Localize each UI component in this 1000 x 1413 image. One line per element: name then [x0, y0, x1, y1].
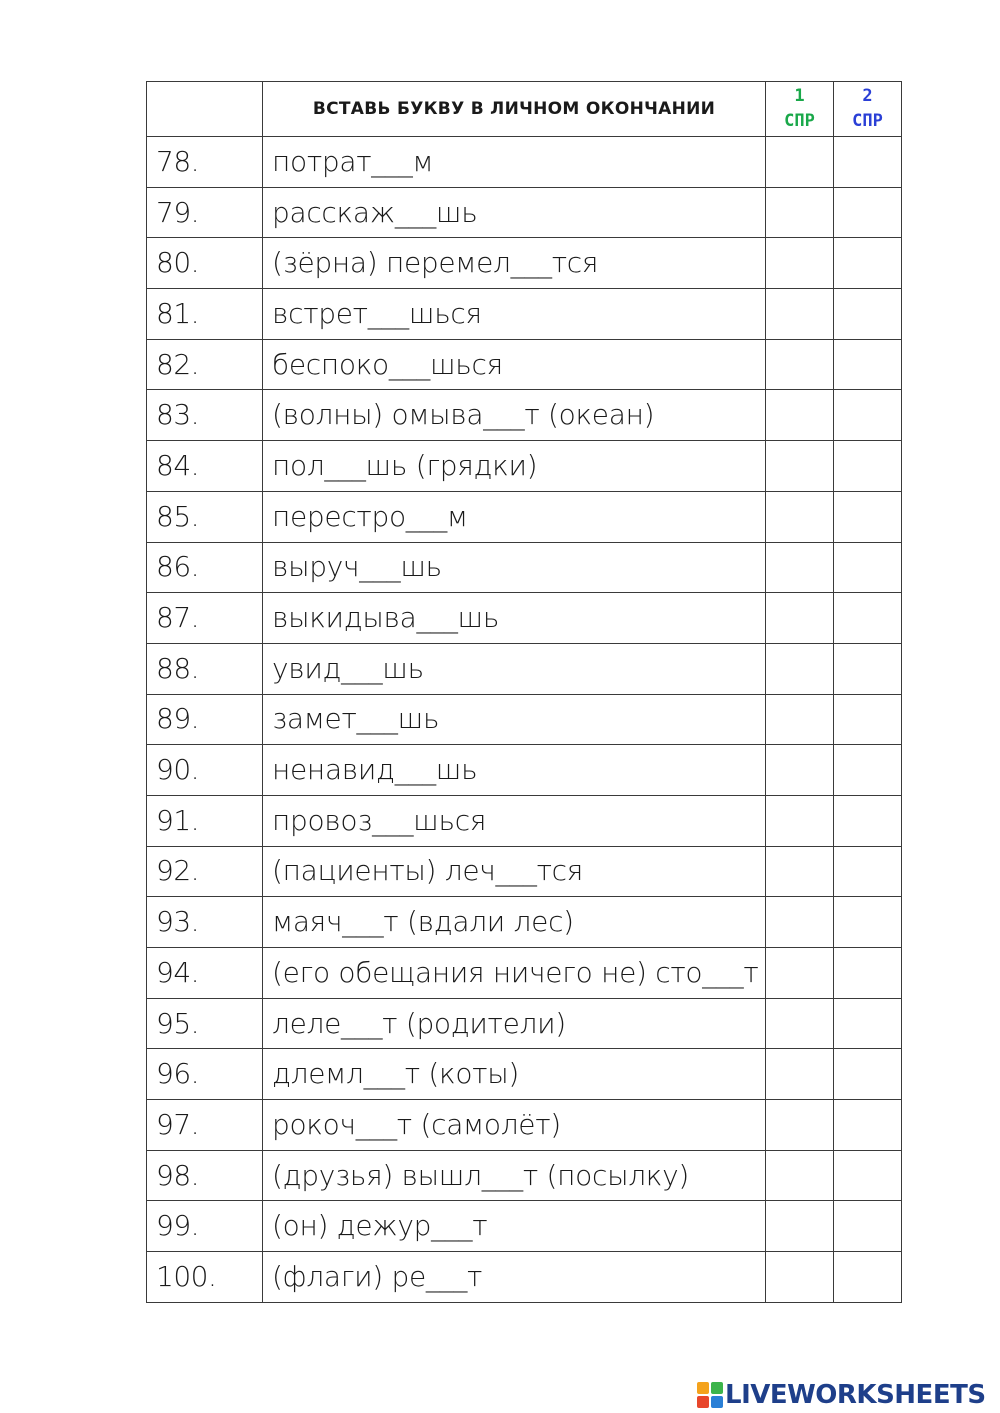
spr1-answer-cell[interactable] — [766, 238, 834, 289]
item-number: 91. — [147, 795, 263, 846]
item-word: перестро___м — [263, 491, 766, 542]
item-word: расскаж___шь — [263, 187, 766, 238]
spr1-answer-cell[interactable] — [766, 289, 834, 340]
table-row — [147, 441, 902, 492]
table-row — [147, 491, 902, 542]
item-word: пол___шь (грядки) — [263, 441, 766, 492]
spr2-answer-cell[interactable] — [834, 694, 902, 745]
spr2-answer-cell[interactable] — [834, 390, 902, 441]
spr2-answer-cell[interactable] — [834, 491, 902, 542]
spr2-answer-cell[interactable] — [834, 593, 902, 644]
spr1-answer-cell[interactable] — [766, 187, 834, 238]
table-row — [147, 137, 902, 188]
liveworksheets-logo-text: LIVEWORKSHEETS — [725, 1380, 986, 1410]
item-number: 98. — [147, 1150, 263, 1201]
table-row — [147, 846, 902, 897]
table-row — [147, 694, 902, 745]
item-number: 79. — [147, 187, 263, 238]
worksheet-table — [146, 81, 902, 1303]
item-number: 95. — [147, 998, 263, 1049]
item-number: 100. — [147, 1252, 263, 1303]
item-number: 86. — [147, 542, 263, 593]
item-word: беспоко___шься — [263, 339, 766, 390]
table-row — [147, 897, 902, 948]
table-row — [147, 998, 902, 1049]
spr1-answer-cell[interactable] — [766, 339, 834, 390]
table-row — [147, 593, 902, 644]
spr2-answer-cell[interactable] — [834, 289, 902, 340]
spr2-number: 2 — [862, 86, 873, 107]
spr2-answer-cell[interactable] — [834, 238, 902, 289]
item-number: 82. — [147, 339, 263, 390]
table-row — [147, 795, 902, 846]
table-row — [147, 1252, 902, 1303]
item-number: 83. — [147, 390, 263, 441]
spr1-answer-cell[interactable] — [766, 998, 834, 1049]
item-word: (пациенты) леч___тся — [263, 846, 766, 897]
spr1-answer-cell[interactable] — [766, 542, 834, 593]
item-word: леле___т (родители) — [263, 998, 766, 1049]
spr1-answer-cell[interactable] — [766, 897, 834, 948]
logo-square — [697, 1382, 709, 1394]
item-word: замет___шь — [263, 694, 766, 745]
table-row — [147, 1150, 902, 1201]
spr1-number: 1 — [794, 86, 805, 107]
item-number: 88. — [147, 643, 263, 694]
item-word: встрет___шься — [263, 289, 766, 340]
item-word: провоз___шься — [263, 795, 766, 846]
table-row — [147, 643, 902, 694]
spr2-answer-cell[interactable] — [834, 643, 902, 694]
item-word: (его обещания ничего не) сто___т — [263, 948, 766, 999]
item-word: длемл___т (коты) — [263, 1049, 766, 1100]
item-number: 96. — [147, 1049, 263, 1100]
item-word: выкидыва___шь — [263, 593, 766, 644]
spr1-answer-cell[interactable] — [766, 1049, 834, 1100]
spr2-answer-cell[interactable] — [834, 441, 902, 492]
spr1-answer-cell[interactable] — [766, 745, 834, 796]
item-number: 92. — [147, 846, 263, 897]
table-row — [147, 948, 902, 999]
spr2-answer-cell[interactable] — [834, 846, 902, 897]
table-row — [147, 339, 902, 390]
spr1-answer-cell[interactable] — [766, 694, 834, 745]
table-row — [147, 1201, 902, 1252]
item-number: 81. — [147, 289, 263, 340]
header-num-cell — [147, 82, 263, 137]
item-word: маяч___т (вдали лес) — [263, 897, 766, 948]
spr2-heading — [834, 82, 902, 137]
instruction-heading: ВСТАВЬ БУКВУ В ЛИЧНОМ ОКОНЧАНИИ — [263, 82, 766, 137]
item-number: 84. — [147, 441, 263, 492]
item-word: (друзья) вышл___т (посылку) — [263, 1150, 766, 1201]
logo-square — [711, 1396, 723, 1408]
item-word: потрат___м — [263, 137, 766, 188]
liveworksheets-logo-icon — [697, 1382, 723, 1408]
spr1-answer-cell[interactable] — [766, 948, 834, 999]
item-number: 89. — [147, 694, 263, 745]
table-row — [147, 1049, 902, 1100]
spr2-label: СПР — [852, 111, 883, 131]
spr2-answer-cell[interactable] — [834, 339, 902, 390]
worksheet-body — [147, 82, 902, 1303]
item-word: (зёрна) перемел___тся — [263, 238, 766, 289]
spr1-answer-cell[interactable] — [766, 1100, 834, 1151]
table-row — [147, 289, 902, 340]
item-word: (флаги) ре___т — [263, 1252, 766, 1303]
item-number: 87. — [147, 593, 263, 644]
item-number: 90. — [147, 745, 263, 796]
spr1-answer-cell[interactable] — [766, 846, 834, 897]
item-number: 78. — [147, 137, 263, 188]
spr1-answer-cell[interactable] — [766, 795, 834, 846]
spr1-answer-cell[interactable] — [766, 1201, 834, 1252]
logo-square — [711, 1382, 723, 1394]
table-row — [147, 238, 902, 289]
spr2-answer-cell[interactable] — [834, 897, 902, 948]
spr1-answer-cell[interactable] — [766, 441, 834, 492]
spr2-answer-cell[interactable] — [834, 948, 902, 999]
table-row — [147, 187, 902, 238]
header-row — [147, 82, 902, 137]
spr1-label: СПР — [784, 111, 815, 131]
item-number: 94. — [147, 948, 263, 999]
spr2-answer-cell[interactable] — [834, 542, 902, 593]
spr2-answer-cell[interactable] — [834, 137, 902, 188]
spr1-answer-cell[interactable] — [766, 137, 834, 188]
spr1-answer-cell[interactable] — [766, 643, 834, 694]
spr1-answer-cell[interactable] — [766, 1252, 834, 1303]
item-word: (волны) омыва___т (океан) — [263, 390, 766, 441]
spr1-answer-cell[interactable] — [766, 593, 834, 644]
item-word: увид___шь — [263, 643, 766, 694]
spr2-answer-cell[interactable] — [834, 998, 902, 1049]
item-word: ненавид___шь — [263, 745, 766, 796]
spr2-answer-cell[interactable] — [834, 1100, 902, 1151]
table-row — [147, 390, 902, 441]
table-row — [147, 542, 902, 593]
item-number: 99. — [147, 1201, 263, 1252]
item-word: выруч___шь — [263, 542, 766, 593]
spr2-answer-cell[interactable] — [834, 795, 902, 846]
spr2-answer-cell[interactable] — [834, 1252, 902, 1303]
spr2-answer-cell[interactable] — [834, 1049, 902, 1100]
spr2-answer-cell[interactable] — [834, 745, 902, 796]
item-word: рокоч___т (самолёт) — [263, 1100, 766, 1151]
spr1-answer-cell[interactable] — [766, 491, 834, 542]
logo-square — [697, 1396, 709, 1408]
spr2-answer-cell[interactable] — [834, 1150, 902, 1201]
spr2-answer-cell[interactable] — [834, 1201, 902, 1252]
item-number: 85. — [147, 491, 263, 542]
spr1-answer-cell[interactable] — [766, 1150, 834, 1201]
item-word: (он) дежур___т — [263, 1201, 766, 1252]
spr1-answer-cell[interactable] — [766, 390, 834, 441]
liveworksheets-logo — [697, 1378, 997, 1412]
item-number: 93. — [147, 897, 263, 948]
item-number: 97. — [147, 1100, 263, 1151]
item-number: 80. — [147, 238, 263, 289]
table-row — [147, 1100, 902, 1151]
spr1-heading — [766, 82, 834, 137]
table-row — [147, 745, 902, 796]
spr2-answer-cell[interactable] — [834, 187, 902, 238]
